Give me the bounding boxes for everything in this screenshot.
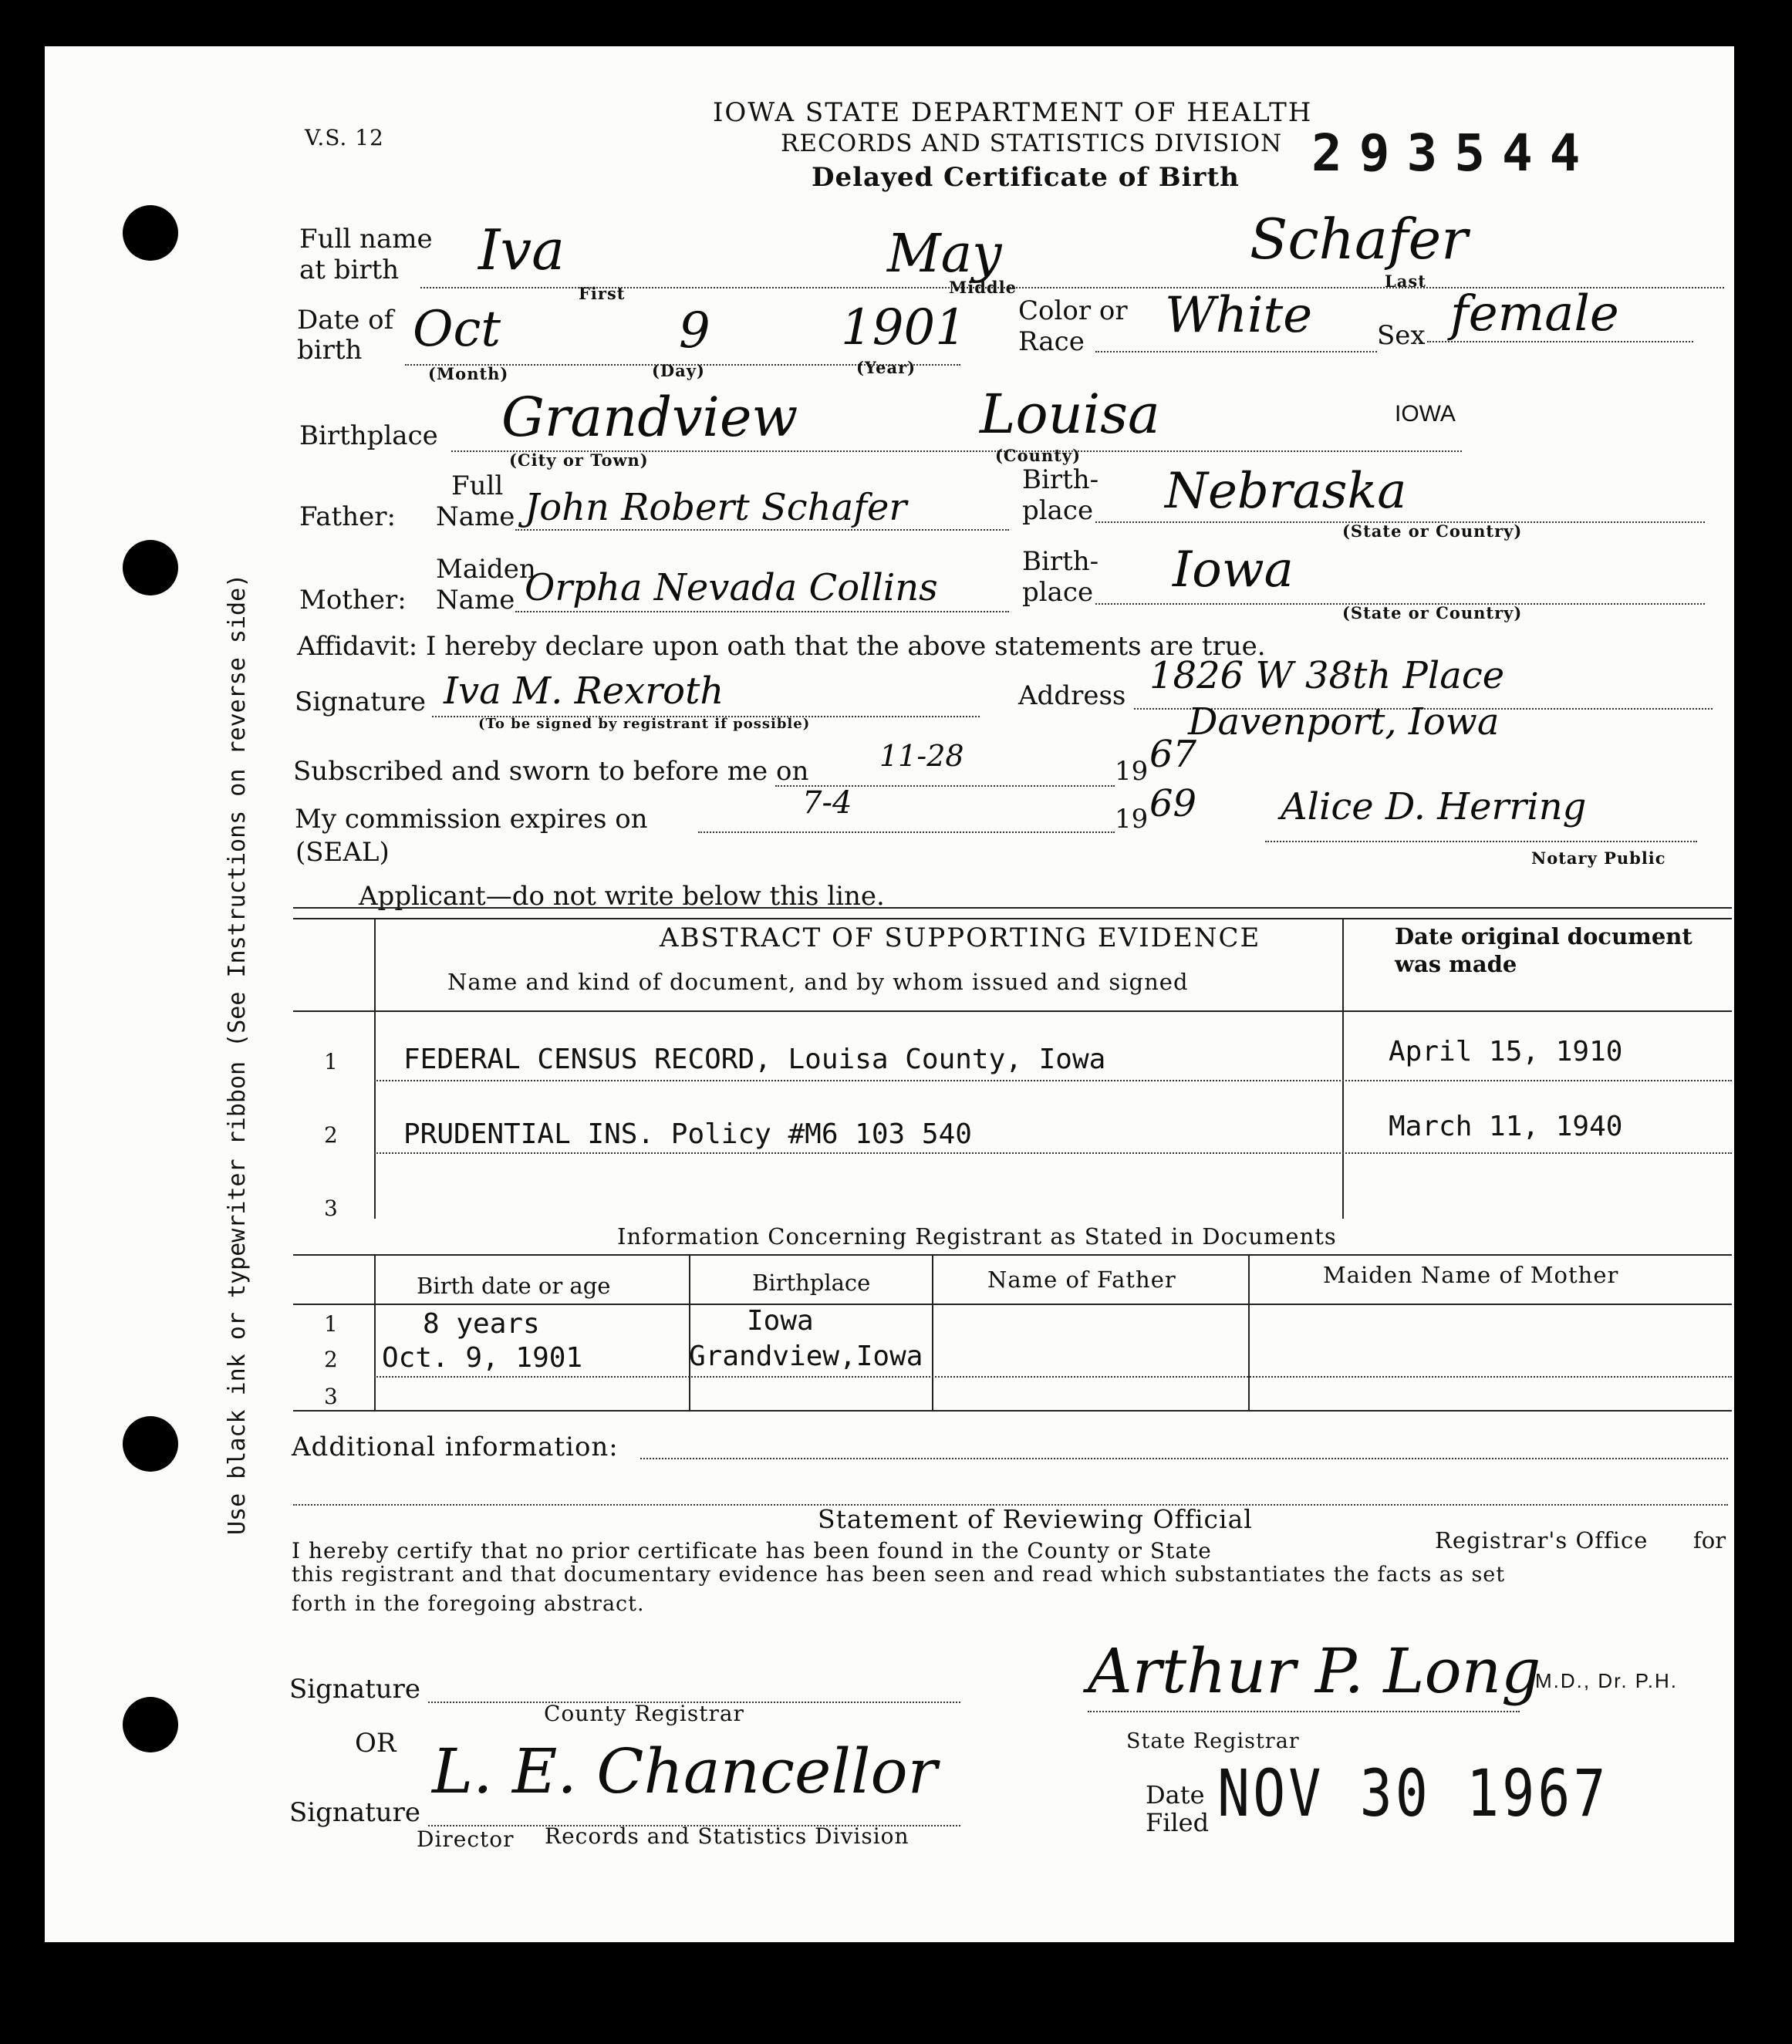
- birth-state-printed: IOWA: [1395, 401, 1456, 427]
- commission-year-prefix: 19: [1115, 804, 1149, 835]
- last-name-value: Schafer: [1250, 207, 1468, 272]
- info-row-birth: 8 years: [423, 1308, 540, 1340]
- label-director: Director: [417, 1826, 515, 1852]
- label-maiden: Maiden: [436, 554, 536, 585]
- first-name-value: Iva: [478, 218, 565, 282]
- certificate-number: 293544: [1311, 123, 1598, 183]
- evidence-row-doc: PRUDENTIAL INS. Policy #M6 103 540: [403, 1118, 972, 1150]
- father-birthplace-value: Nebraska: [1165, 463, 1407, 520]
- label-father-full: Full: [451, 471, 504, 501]
- review-text-1b: Registrar's Office: [1435, 1527, 1649, 1553]
- info-row-num: 1: [324, 1311, 338, 1337]
- label-birth: birth: [297, 335, 363, 366]
- birth-county-value: Louisa: [980, 383, 1160, 446]
- label-father-place: place: [1022, 495, 1094, 526]
- birth-year-value: 1901: [841, 299, 967, 356]
- label-filed: Filed: [1146, 1808, 1210, 1837]
- label-to-be-signed: (To be signed by registrant if possible): [478, 716, 811, 732]
- label-mother-name: Name: [436, 585, 515, 616]
- label-state-registrar: State Registrar: [1126, 1729, 1300, 1753]
- label-mother-birth: Birth-: [1022, 546, 1099, 577]
- division-title: RECORDS AND STATISTICS DIVISION: [781, 130, 1283, 157]
- label-address: Address: [1018, 680, 1126, 711]
- label-seal: (SEAL): [295, 837, 390, 868]
- label-md: M.D., Dr. P.H.: [1535, 1669, 1678, 1692]
- label-notary: Notary Public: [1531, 848, 1666, 868]
- label-mother-place: place: [1022, 577, 1094, 608]
- review-text-1: I hereby certify that no prior certificate has been found in the County or State: [292, 1538, 1212, 1563]
- birth-city-value: Grandview: [501, 386, 798, 449]
- label-date: Date: [1146, 1780, 1205, 1810]
- label-father-birth: Birth-: [1022, 464, 1099, 495]
- address-line-2: Davenport, Iowa: [1188, 700, 1500, 744]
- punch-hole: [123, 540, 178, 595]
- label-city: (City or Town): [509, 450, 649, 470]
- sex-value: female: [1450, 285, 1619, 342]
- punch-hole: [123, 1697, 178, 1752]
- mother-birthplace-value: Iowa: [1173, 541, 1294, 599]
- label-director-signature: Signature: [289, 1797, 421, 1828]
- label-father: Father:: [299, 501, 396, 532]
- mother-name-value: Orpha Nevada Collins: [525, 566, 938, 609]
- label-year: (Year): [856, 358, 916, 377]
- birth-month-value: Oct: [413, 301, 501, 358]
- middle-name-value: May: [887, 224, 1002, 285]
- evidence-row-doc: FEDERAL CENSUS RECORD, Louisa County, Iowa: [403, 1044, 1106, 1075]
- label-subscribed: Subscribed and sworn to before me on: [293, 756, 809, 787]
- review-text-2: this registrant and that documentary evidence has been seen and read which substantiates the facts as set: [292, 1563, 1506, 1587]
- label-month: (Month): [428, 364, 509, 383]
- label-mother: Mother:: [299, 585, 407, 616]
- label-signature: Signature: [295, 686, 427, 717]
- label-middle: Middle: [949, 278, 1017, 297]
- label-or: OR: [355, 1728, 397, 1759]
- label-commission: My commission expires on: [295, 804, 648, 835]
- label-sex: Sex: [1377, 320, 1426, 351]
- birth-day-value: 9: [679, 302, 710, 359]
- evidence-row-num: 1: [324, 1049, 338, 1074]
- punch-hole: [123, 205, 178, 261]
- label-county: (County): [995, 446, 1082, 465]
- sworn-date: 11-28: [879, 739, 964, 773]
- certificate-title: Delayed Certificate of Birth: [812, 162, 1240, 193]
- additional-info-label: Additional information:: [292, 1432, 619, 1462]
- state-registrar-signature: Arthur P. Long: [1088, 1635, 1541, 1707]
- director-signature: L. E. Chancellor: [432, 1735, 937, 1807]
- label-color: Color or: [1018, 295, 1128, 326]
- label-race: Race: [1018, 326, 1085, 357]
- label-records-division: Records and Statistics Division: [545, 1823, 909, 1849]
- filed-date-stamp: NOV 30 1967: [1217, 1756, 1609, 1832]
- label-full-name: Full name: [299, 224, 433, 255]
- info-col-birth: Birth date or age: [417, 1273, 611, 1299]
- review-text-1c: for: [1693, 1527, 1726, 1553]
- info-col-father: Name of Father: [987, 1267, 1176, 1293]
- label-date-of: Date of: [297, 305, 394, 336]
- evidence-row-num: 3: [324, 1196, 338, 1221]
- address-line-1: 1826 W 38th Place: [1149, 654, 1505, 697]
- info-title: Information Concerning Registrant as Stated in Documents: [617, 1223, 1337, 1250]
- label-birthplace: Birthplace: [299, 420, 438, 451]
- info-col-mother: Maiden Name of Mother: [1323, 1262, 1619, 1288]
- department-title: IOWA STATE DEPARTMENT OF HEALTH: [713, 97, 1313, 128]
- label-father-state: (State or Country): [1342, 521, 1523, 541]
- commission-date: 7-4: [802, 785, 852, 821]
- affidavit-text: Affidavit: I hereby declare upon oath that the above statements are true.: [297, 631, 1266, 662]
- sworn-year: 67: [1149, 733, 1197, 776]
- info-row-num: 2: [324, 1347, 338, 1372]
- info-row-place: Iowa: [747, 1305, 814, 1337]
- evidence-row-date: March 11, 1940: [1389, 1111, 1623, 1142]
- evidence-row-date: April 15, 1910: [1389, 1036, 1623, 1068]
- evidence-subtitle: Name and kind of document, and by whom issued and signed: [447, 969, 1189, 995]
- label-father-name: Name: [436, 501, 515, 532]
- evidence-title: ABSTRACT OF SUPPORTING EVIDENCE: [660, 922, 1261, 953]
- race-value: White: [1165, 287, 1313, 344]
- evidence-row-num: 2: [324, 1122, 338, 1148]
- info-row-birth: Oct. 9, 1901: [382, 1342, 583, 1374]
- father-name-value: John Robert Schafer: [525, 486, 907, 529]
- label-county-signature: Signature: [289, 1674, 421, 1705]
- label-last: Last: [1385, 272, 1426, 291]
- punch-hole: [123, 1416, 178, 1472]
- sworn-year-prefix: 19: [1115, 756, 1149, 787]
- commission-year: 69: [1149, 782, 1197, 825]
- label-first: First: [579, 284, 626, 303]
- review-title: Statement of Reviewing Official: [818, 1504, 1253, 1534]
- notary-signature: Alice D. Herring: [1281, 785, 1587, 828]
- evidence-date-header: Date original document was made: [1395, 923, 1692, 977]
- review-text-3: forth in the foregoing abstract.: [292, 1592, 645, 1616]
- info-row-place: Grandview,Iowa: [689, 1341, 923, 1372]
- applicant-note: Applicant—do not write below this line.: [359, 881, 885, 912]
- info-row-num: 3: [324, 1384, 338, 1409]
- label-day: (Day): [652, 361, 705, 380]
- label-county-registrar: County Registrar: [544, 1701, 744, 1726]
- label-at-birth: at birth: [299, 255, 400, 285]
- registrant-signature: Iva M. Rexroth: [444, 670, 724, 713]
- info-col-place: Birthplace: [752, 1270, 871, 1296]
- form-code: V.S. 12: [305, 125, 384, 150]
- label-mother-state: (State or Country): [1342, 603, 1523, 622]
- side-instruction: Use black ink or typewriter ribbon (See Instructions on reverse side): [224, 573, 251, 1535]
